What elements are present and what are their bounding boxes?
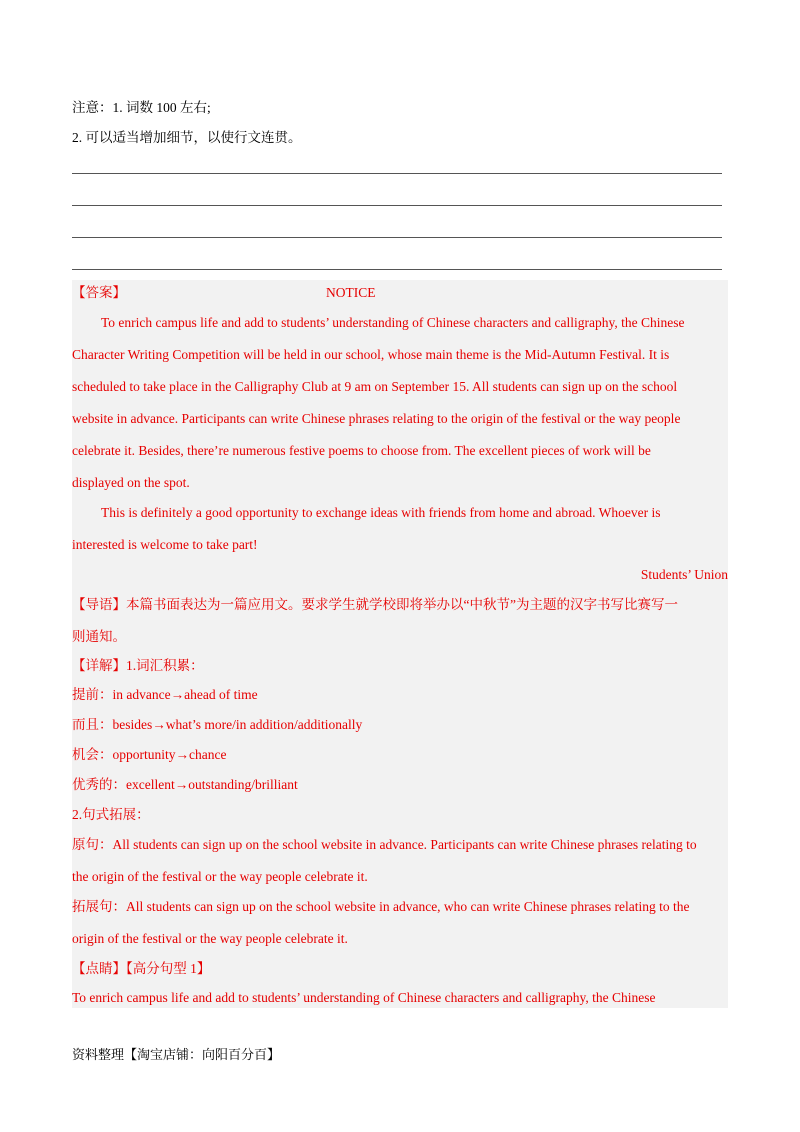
writing-line-2 [72,205,722,206]
sentence-heading: 2.句式拓展： [72,807,150,822]
answer-line: scheduled to take place in the Calligraphy Club at 9 am on September 15. All students can sign up on the school [72,379,678,394]
answer-label: 【答案】 [72,285,126,300]
expanded-sentence-1: 拓展句：All students can sign up on the school website in advance, who can write Chinese phrases relating to the [72,899,690,914]
writing-line-4 [72,269,722,270]
page-footer: 资料整理【淘宝店铺：向阳百分百】 [72,1047,281,1062]
answer-line: To enrich campus life and add to students’ understanding of Chinese characters and calligraphy, the Chinese [101,315,685,330]
answer-line: website in advance. Participants can write Chinese phrases relating to the origin of the festival or the way people [72,411,681,426]
notice-title: NOTICE [326,285,376,300]
detail-heading: 【详解】1.词汇积累： [72,658,204,673]
vocab-item: 而且：besides→what’s more/in addition/additionally [72,717,363,732]
original-sentence-1: 原句：All students can sign up on the school website in advance. Participants can write Chinese phrases relating to [72,837,697,852]
instruction-line-1: 注意：1. 词数 100 左右; [72,100,211,115]
guide-line-2: 则通知。 [72,629,126,644]
answer-line: celebrate it. Besides, there’re numerous festive poems to choose from. The excellent pieces of work will be [72,443,651,458]
instruction-line-2: 2. 可以适当增加细节，以使行文连贯。 [72,130,302,145]
answer-line: Character Writing Competition will be held in our school, whose main theme is the Mid-Autumn Festival. It is [72,347,670,362]
writing-line-3 [72,237,722,238]
highlight-line-1: To enrich campus life and add to students’ understanding of Chinese characters and calligraphy, the Chinese [72,990,656,1005]
highlight-heading: 【点睛】【高分句型 1】 [72,961,211,976]
answer-line: displayed on the spot. [72,475,190,490]
guide-line-1: 【导语】本篇书面表达为一篇应用文。要求学生就学校即将举办以“中秋节”为主题的汉字书写比赛写一 [72,597,678,612]
expanded-sentence-2: origin of the festival or the way people celebrate it. [72,931,348,946]
answer-line: This is definitely a good opportunity to exchange ideas with friends from home and abroad. Whoever is [101,505,661,520]
vocab-item: 提前：in advance→ahead of time [72,687,258,702]
original-sentence-2: the origin of the festival or the way people celebrate it. [72,869,368,884]
answer-line: interested is welcome to take part! [72,537,258,552]
vocab-item: 优秀的：excellent→outstanding/brilliant [72,777,298,792]
writing-line-1 [72,173,722,174]
notice-signature: Students’ Union [640,567,728,582]
vocab-item: 机会：opportunity→chance [72,747,227,762]
